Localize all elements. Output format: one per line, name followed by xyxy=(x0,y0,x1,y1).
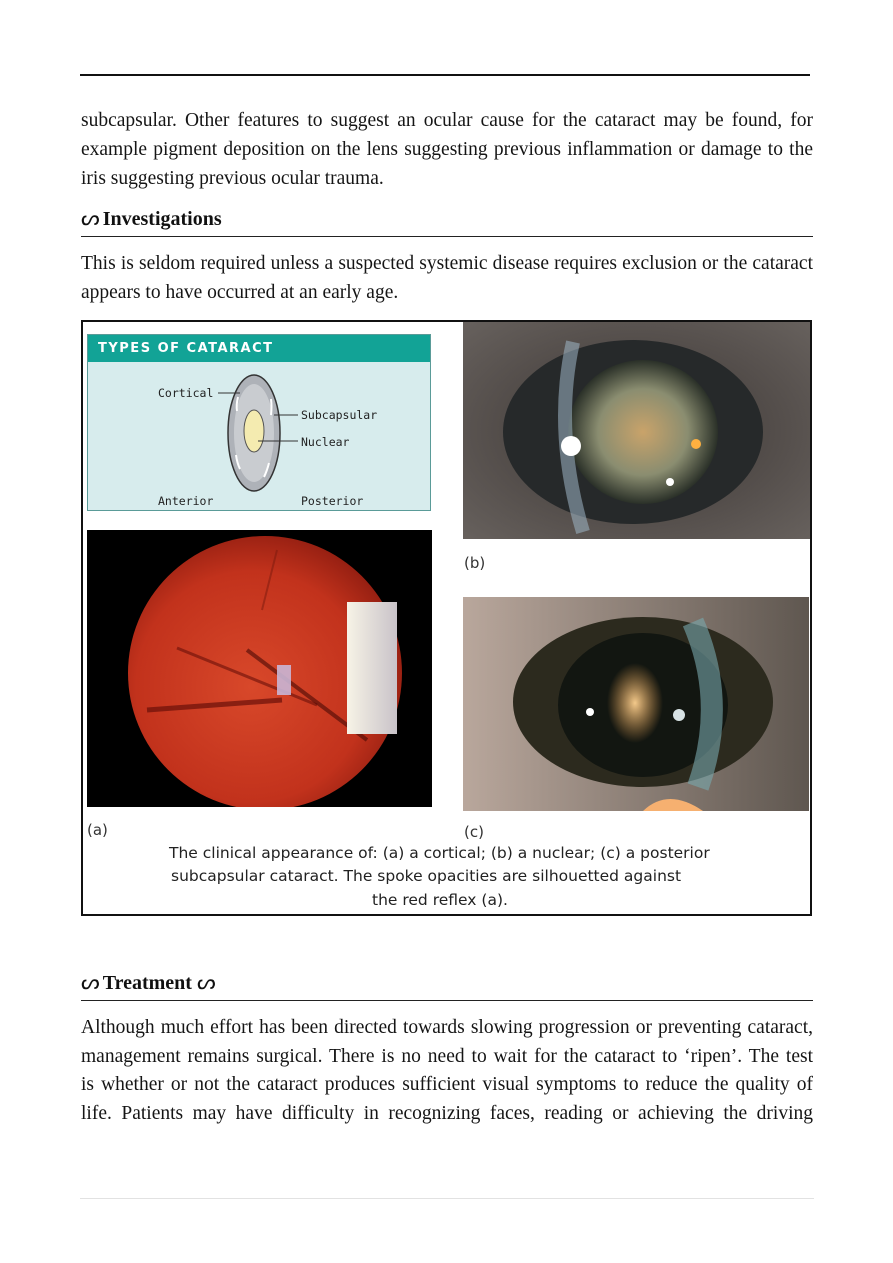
top-rule xyxy=(80,74,810,76)
posterior-opacity xyxy=(607,663,663,743)
lens-nucleus xyxy=(244,410,264,452)
treatment-title: Treatment xyxy=(102,972,192,994)
investigations-heading xyxy=(81,205,813,237)
cortical-label: Cortical xyxy=(158,386,214,400)
panel-label-b: (b) xyxy=(464,554,486,572)
subcapsular-mark-4 xyxy=(271,399,272,415)
posterior-label: Posterior xyxy=(301,494,364,508)
photo-cortical-cataract xyxy=(87,530,432,807)
reflection-c2 xyxy=(673,709,685,721)
treatment-heading xyxy=(81,969,813,1001)
subcapsular-label: Subcapsular xyxy=(301,408,378,422)
treatment-line-1: Although much effort has been directed towards slowing progression or preventing cataract, xyxy=(81,1017,813,1038)
intro-paragraph: subcapsular. Other features to suggest an ocular cause for the cataract may be found, for example pigment deposition on the lens suggesting previous inflammation or damage to the iris suggesting previous ocular trauma. xyxy=(81,110,813,189)
reflection-b2 xyxy=(691,439,701,449)
nuclear-label: Nuclear xyxy=(301,435,350,449)
ornament-left-icon: ᔕ xyxy=(81,970,98,994)
reflection-c1 xyxy=(586,708,594,716)
red-reflex-illustration xyxy=(87,530,432,807)
ornament-right-icon: ᔕ xyxy=(196,970,214,994)
caption-line-1: The clinical appearance of: (a) a cortical; (b) a nuclear; (c) a posterior xyxy=(169,844,710,862)
corneal-reflection xyxy=(347,602,397,734)
footer-rule xyxy=(80,1198,814,1199)
panel-label-c: (c) xyxy=(464,823,484,841)
small-reflection xyxy=(277,665,291,695)
photo-posterior-subcapsular-cataract xyxy=(463,597,809,811)
treatment-line-3: is whether or not the cataract produces sufficient visual symptoms to reduce the quality of xyxy=(81,1074,813,1095)
reflection-b3 xyxy=(666,478,674,486)
caption-line-2: subcapsular cataract. The spoke opacities are silhouetted against xyxy=(171,867,682,885)
cataract-figure xyxy=(81,320,812,916)
panel-label-a: (a) xyxy=(87,821,108,839)
investigations-paragraph: This is seldom required unless a suspected systemic disease requires exclusion or the cataract appears to have occurred at an early age. xyxy=(81,253,813,303)
nuclear-eye-illustration xyxy=(463,322,810,539)
posterior-eye-illustration xyxy=(463,597,809,811)
ornament-icon: ᔕ xyxy=(81,206,98,230)
types-of-cataract-diagram xyxy=(87,334,431,511)
anterior-label: Anterior xyxy=(158,494,214,508)
treatment-line-4: life. Patients may have difficulty in recognizing faces, reading or achieving the driving xyxy=(81,1103,813,1124)
treatment-line-2: management remains surgical. There is no need to wait for the cataract to ‘ripen’. The test xyxy=(81,1046,813,1067)
lens-nucleus-b xyxy=(568,360,718,504)
reflection-b1 xyxy=(561,436,581,456)
diagram-title: TYPES OF CATARACT xyxy=(88,335,430,362)
photo-nuclear-cataract xyxy=(463,322,810,539)
investigations-title: Investigations xyxy=(102,208,222,230)
caption-line-3: the red reflex (a). xyxy=(372,891,508,909)
